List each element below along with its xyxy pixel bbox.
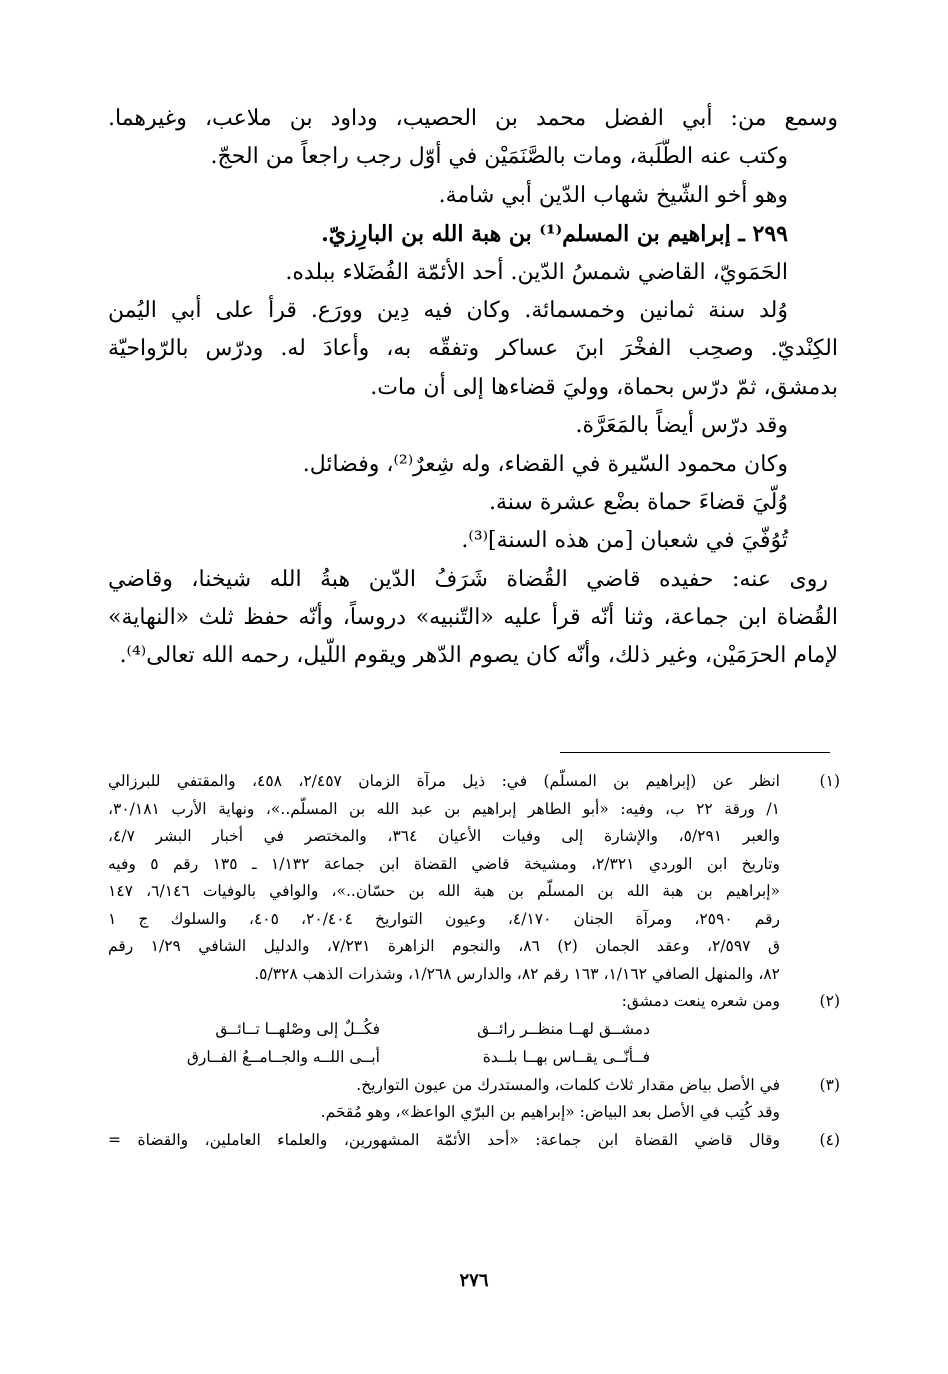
- poem-verse: [108, 1016, 760, 1044]
- footnote-separator: [560, 752, 830, 753]
- text-line: وسمع من: أبي الفضل محمد بن الحصيب، وداود بن ملاعب، وغيرهما.: [108, 106, 838, 131]
- footnote-number: (٤): [819, 1130, 840, 1149]
- text-line: وهو أخو الشّيخ شهاب الدّين أبي شامة.: [438, 182, 788, 208]
- text-line: لإمام الحرَمَيْن، وغير ذلك، وأنّه كان يصوم الدّهر ويقوم اللّيل، رحمه الله تعالى⁽⁴⁾.: [119, 643, 838, 669]
- footnote-line: «إبراهيم بن هبة الله بن المسلّم بن هبة الله بن حسّان..»، والوافي بالوفيات ٦/١٤٦، ١٤٧: [108, 882, 780, 900]
- verse-first-hemistich: فــأنّــى يقــاس بهــا بلــدة: [482, 1047, 650, 1066]
- footnote-line: وقد كُتِب في الأصل بعد البياض: «إبراهيم بن البرّي الواعظ»، وهو مُقحَم.: [320, 1103, 780, 1121]
- footnote-2: [108, 988, 840, 1072]
- footnote-line: ٨٢، والمنهل الصافي ١/١٦٢، ١٦٣ رقم ٨٢، والدارس ١/٢٦٨، وشذرات الذهب ٥/٣٢٨.: [254, 964, 780, 983]
- verse-second-hemistich: أبــى اللــه والجــامــعُ الفــارق: [186, 1047, 380, 1066]
- footnote-3: [108, 1072, 840, 1127]
- footnote-number: (٣): [819, 1075, 840, 1094]
- text-line: بدمشق، ثمّ درّس بحماة، ووليَ قضاءها إلى أن مات.: [370, 374, 838, 400]
- text-line: تُوُفّيَ في شعبان [من هذه السنة]⁽³⁾.: [461, 528, 788, 554]
- verse-second-hemistich: فكُــلٌ إلى وصْلهــا تــائــق: [215, 1019, 380, 1038]
- page-number: ٢٧٦: [459, 1270, 489, 1291]
- text-line: وُلّيَ قضاءَ حماة بضْع عشرة سنة.: [488, 489, 788, 515]
- footnote-line: ق ٢/٥٩٧، وعقد الجمان (٢) ٨٦، والنجوم الزاهرة ٧/٢٣١، والدليل الشافي ١/٢٩ رقم: [108, 937, 780, 955]
- footnote-line: والعبر ٥/٢٩١، والإشارة إلى وفيات الأعيان ٣٦٤، والمختصر في أخبار البشر ٤/٧،: [108, 827, 780, 845]
- text-line: وكان محمود السّيرة في القضاء، وله شِعرٌ⁽²⁾، وفضائل.: [302, 451, 788, 477]
- footnote-1: [108, 768, 840, 988]
- footnote-4: [108, 1127, 840, 1155]
- footnote-line: في الأصل بياض مقدار ثلاث كلمات، والمستدرك من عيون التواريخ.: [356, 1075, 780, 1094]
- footnote-line: انظر عن (إبراهيم بن المسلّم) في: ذيل مرآة الزمان ٢/٤٥٧، ٤٥٨، والمقتفي للبرزالي: [108, 772, 780, 790]
- footnote-number: (٢): [819, 992, 840, 1010]
- text-line: روى عنه: حفيده قاضي القُضاة شَرَفُ الدّين هبةُ الله شيخنا، وقاضي: [108, 566, 828, 592]
- footnote-number: (١): [819, 772, 840, 790]
- text-line: وقد درّس أيضاً بالمَعَرَّة.: [575, 413, 788, 439]
- footnote-line: رقم ٢٥٩٠، ومرآة الجنان ٤/١٧٠، وعيون التواريخ ٢٠/٤٠٤، ٤٠٥، والسلوك ج ١: [108, 909, 780, 928]
- text-line: الحَمَويّ، القاضي شمسُ الدّين. أحد الأئمّة الفُضَلاء ببلده.: [285, 259, 788, 285]
- verse-first-hemistich: دمشــق لهــا منظــر رائــق: [477, 1019, 650, 1038]
- footnote-line: وقال قاضي القضاة ابن جماعة: «أحد الأئمّة المشهورين، والعلماء العاملين، والقضاة =: [108, 1130, 780, 1149]
- entry-heading: ٢٩٩ ـ إبراهيم بن المسلم⁽¹⁾ بن هبة الله بن البارِزيّ.: [321, 221, 788, 248]
- footnotes: [108, 768, 840, 1154]
- text-line: وُلد سنة ثمانين وخمسمائة. وكان فيه دِين وورَع. قرأ على أبي اليُمن: [108, 297, 788, 323]
- text-line: القُضاة ابن جماعة، وثنا أنّه قرأ عليه «التّنبيه» دروساً، وأنّه حفظ ثلث «النهاية»: [108, 605, 838, 631]
- footnote-line: ومن شعره ينعت دمشق:: [621, 992, 780, 1010]
- text-line: الكِنْديّ. وصحِب الفخْرَ ابنَ عساكر وتفقّه به، وأعادَ له. ودرّس بالرّواحيّة: [108, 336, 838, 362]
- poem-verse: [108, 1044, 760, 1072]
- footnote-line: ١/ ورقة ٢٢ ب، وفيه: «أبو الطاهر إبراهيم بن عبد الله بن المسلّم..»، ونهاية الأرب ٣٠/١٨١،: [108, 799, 780, 818]
- text-line: وكتب عنه الطَّلَبة، ومات بالصَّنَمَيْن في أوّل رجب راجعاً من الحجّ.: [210, 144, 788, 170]
- footnote-line: وتاريخ ابن الوردي ٢/٣٢١، ومشيخة قاضي القضاة ابن جماعة ١/١٣٢ ـ ١٣٥ رقم ٥ وفيه: [108, 854, 780, 873]
- main-text: [108, 100, 838, 676]
